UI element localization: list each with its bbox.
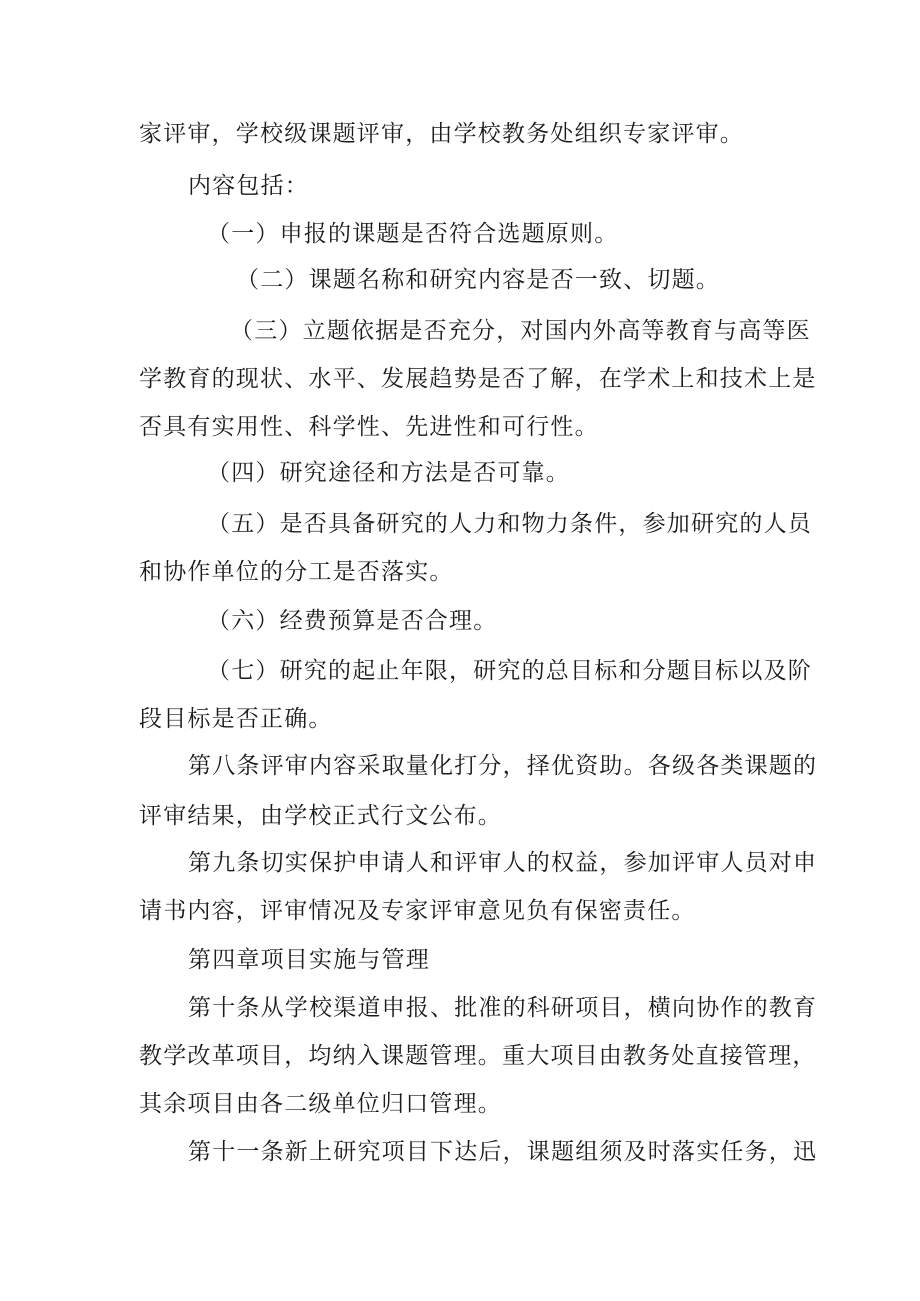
text-line-22: 第十一条新上研究项目下达后，课题组须及时落实任务，迅 [188, 1139, 818, 1165]
text-line-17: 请书内容，评审情况及专家评审意见负有保密责任。 [139, 898, 696, 924]
text-line-5: （三）立题依据是否充分，对国内外高等教育与高等医 [230, 318, 811, 344]
text-line-21: 其余项目由各二级单位归口管理。 [139, 1091, 502, 1117]
text-line-3: （一）申报的课题是否符合选题原则。 [207, 221, 619, 247]
text-line-9: （五）是否具备研究的人力和物力条件，参加研究的人员 [207, 511, 812, 537]
text-line-7: 否具有实用性、科学性、先进性和可行性。 [139, 414, 599, 440]
text-line-14: 第八条评审内容采取量化打分，择优资助。各级各类课题的 [188, 753, 818, 779]
text-line-13: 段目标是否正确。 [139, 706, 333, 732]
text-line-4: （二）课题名称和研究内容是否一致、切题。 [236, 267, 720, 293]
chapter-heading: 第四章项目实施与管理 [188, 947, 430, 973]
text-line-8: （四）研究途径和方法是否可靠。 [207, 460, 570, 486]
text-line-12: （七）研究的起止年限，研究的总目标和分题目标以及阶 [207, 658, 812, 684]
text-line-15: 评审结果，由学校正式行文公布。 [139, 803, 502, 829]
text-line-1: 家评审，学校级课题评审，由学校教务处组织专家评审。 [139, 121, 744, 147]
text-line-19: 第十条从学校渠道申报、批准的科研项目，横向协作的教育 [188, 995, 818, 1021]
text-line-20: 教学改革项目，均纳入课题管理。重大项目由教务处直接管理， [139, 1043, 817, 1069]
text-line-16: 第九条切实保护申请人和评审人的权益，参加评审人员对申 [188, 850, 818, 876]
text-line-10: 和协作单位的分工是否落实。 [139, 559, 454, 585]
text-line-6: 学教育的现状、水平、发展趋势是否了解，在学术上和技术上是 [139, 366, 817, 392]
text-line-2: 内容包括： [188, 173, 309, 199]
text-line-11: （六）经费预算是否合理。 [207, 608, 498, 634]
